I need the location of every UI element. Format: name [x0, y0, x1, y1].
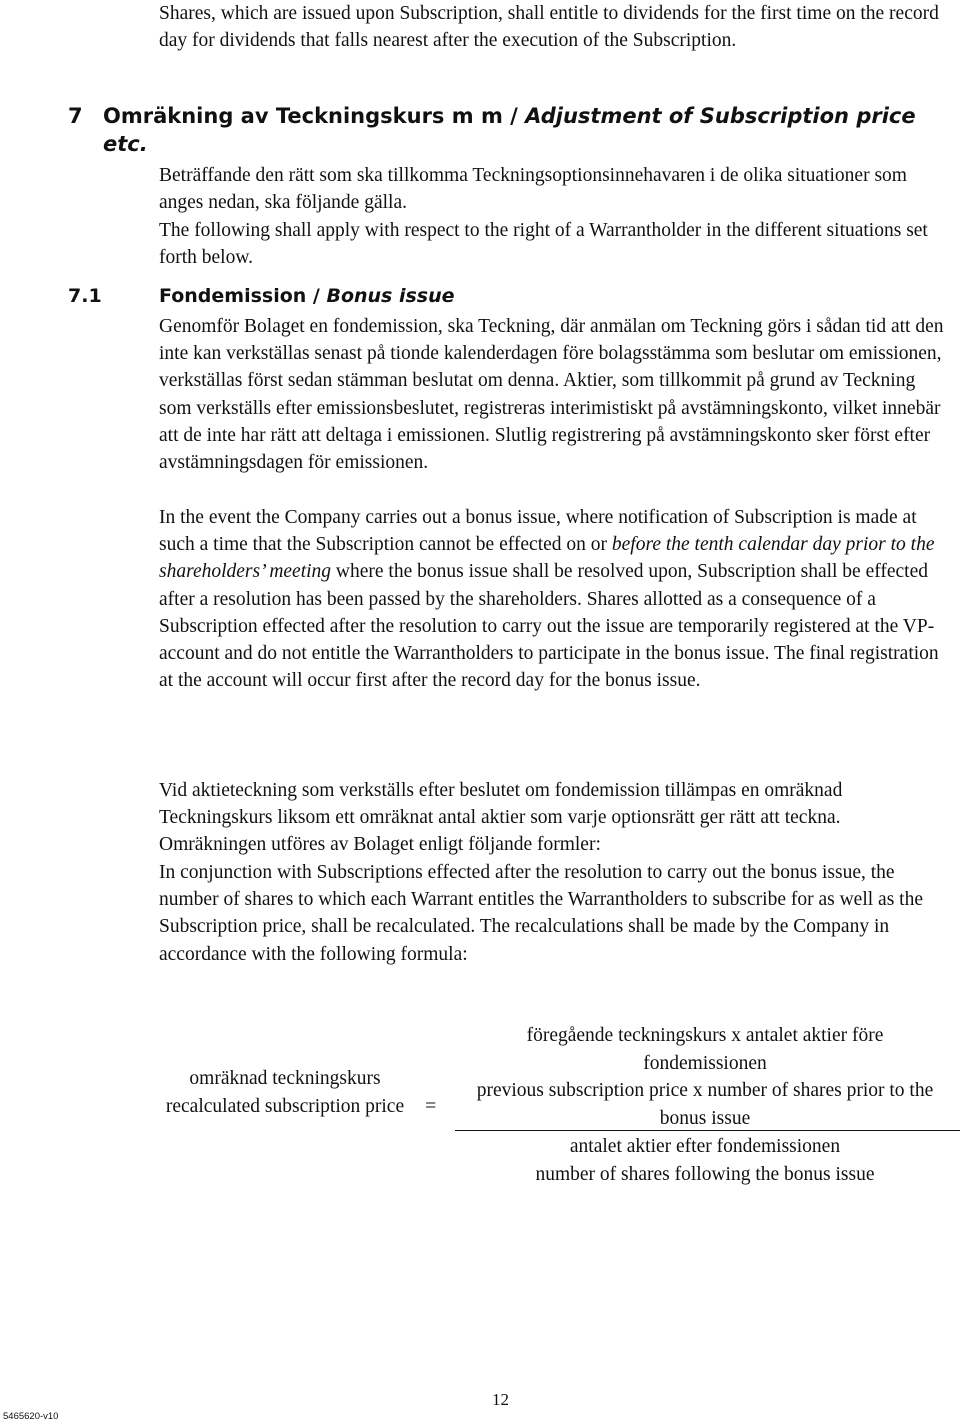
- page-number: 12: [492, 1390, 509, 1409]
- formula-lhs-sv: omräknad teckningskurs: [189, 1068, 381, 1089]
- paragraph-en-part-1: In the event the Company carries out a bonus issue, where notification of Subscription is made at such a time that the Subscription cannot be effected on or: [159, 507, 917, 556]
- formula-equals-sign: =: [425, 1095, 437, 1117]
- section-7-1-paragraph-en: [159, 504, 949, 694]
- section-7-1-number: 7.1: [68, 285, 102, 307]
- section-7-1-title-en: Bonus issue: [326, 285, 455, 307]
- paragraph-en-part-2: where the bonus issue shall be resolved upon, Subscription shall be effected after a resolution has been passed by the shareholders. Shares allotted as a consequence of a Subscription effected after the resolution to carry out the issue are temporarily registered at the VP-account and do not entitle the Warrantholders to participate in the bonus issue. The final registration at the account will occur first after the record day for the bonus issue.: [159, 561, 939, 692]
- formula-denominator-sv: antalet aktier efter fondemissionen: [569, 1136, 841, 1157]
- recalc-paragraph-en: In conjunction with Subscriptions effected after the resolution to carry out the bonus issue, the number of shares to which each Warrant entitles the Warrantholders to subscribe for as well as the Subscription price, shall be recalculated. The recalculations shall be made by the Company in accordance with the following formula:: [159, 862, 923, 965]
- recalc-paragraph-sv: Vid aktieteckning som verkställs efter beslutet om fondemission tillämpas en omräknad Teckningskurs liksom ett omräknat antal aktier som varje optionsrätt ger rätt att teckna. Omräkningen utföres av Bolaget enligt följande formler:: [159, 780, 843, 856]
- section-7-paragraph-en: The following shall apply with respect to the right of a Warrantholder in the different situations set forth below.: [159, 220, 928, 269]
- section-7-1-title-sv: Fondemission /: [159, 285, 327, 307]
- section-7-title-en: Adjustment of Subscription price etc.: [103, 104, 916, 156]
- fraction-line: [455, 1130, 960, 1131]
- section-7-title-sv: Omräkning av Teckningskurs m m /: [103, 104, 526, 128]
- document-id: 5465620-v10: [3, 1411, 59, 1422]
- paragraph-en-italic: before the tenth calendar day prior to the shareholders’ meeting: [159, 534, 935, 583]
- section-7-number: 7: [68, 104, 83, 128]
- section-7-paragraph-sv: Beträffande den rätt som ska tillkomma Teckningsoptionsinnehavaren i de olika situationer som anges nedan, ska följande gälla.: [159, 165, 907, 214]
- section-7-1-paragraph-sv: Genomför Bolaget en fondemission, ska Teckning, där anmälan om Teckning görs i sådan tid att den inte kan verkställas senast på tionde kalenderdagen före bolagsstämma som beslutar om emissionen, verkställas först sedan stämman beslutat om denna. Aktier, som tillkommit på grund av Teckning som verkställs efter emissionsbeslutet, registreras interimistiskt på avstämningskonto, vilket innebär att de inte har rätt att deltaga i emissionen. Slutlig registrering på avstämningskonto sker först efter avstämningsdagen för emissionen.: [159, 316, 944, 474]
- formula-denominator: [470, 1133, 940, 1188]
- formula-numerator-en: previous subscription price x number of shares prior to the bonus issue: [476, 1080, 934, 1129]
- formula-numerator-sv: föregående teckningskurs x antalet aktier före fondemissionen: [526, 1025, 884, 1074]
- formula-lhs: [150, 1065, 420, 1120]
- formula-lhs-en: recalculated subscription price: [165, 1095, 405, 1117]
- formula-denominator-en: number of shares following the bonus issue: [535, 1163, 875, 1185]
- intro-paragraph: Shares, which are issued upon Subscription, shall entitle to dividends for the first time on the record day for dividends that falls nearest after the execution of the Subscription.: [159, 3, 939, 52]
- formula-numerator: [470, 1022, 940, 1132]
